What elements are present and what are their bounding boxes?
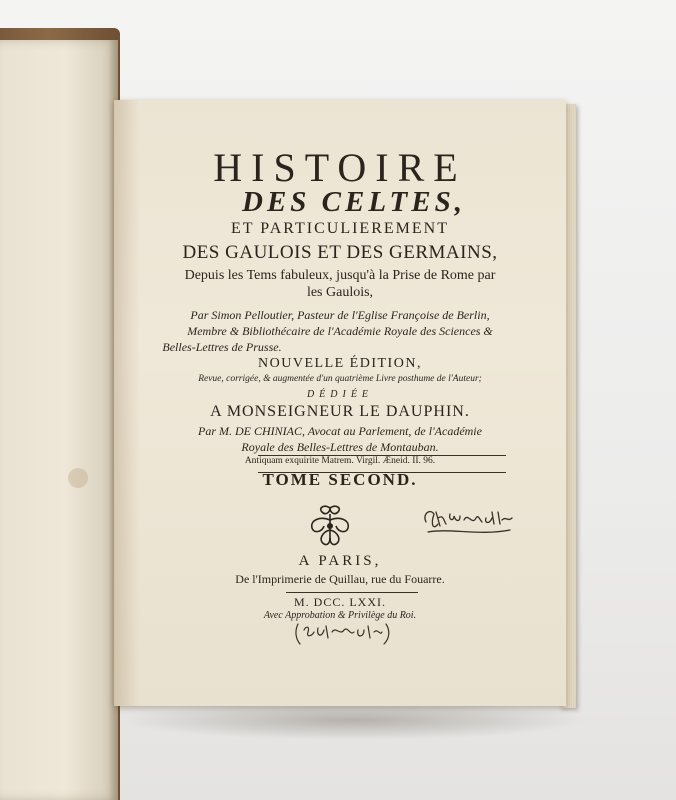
edition-note: Revue, corrigée, & augmentée d'un quatrième Livre posthume de l'Auteur;: [198, 374, 482, 384]
subtitle-gaulois-germains: DES GAULOIS ET DES GERMAINS,: [182, 242, 498, 263]
dedicatee: A MONSEIGNEUR LE DAUPHIN.: [210, 403, 470, 420]
author-line-3: Belles-Lettres de Prusse.: [162, 340, 282, 354]
fleuron-ornament-icon: [304, 502, 356, 550]
dedication-word: DÉDIÉE: [306, 389, 374, 400]
ownership-signature: [420, 504, 516, 538]
title-des-celtes: DES CELTES,: [242, 186, 466, 218]
editor-line-1: Par M. DE CHINIAC, Avocat au Parlement, de l'Académie: [198, 424, 482, 438]
left-flyleaf: [0, 40, 118, 800]
title-histoire: HISTOIRE: [213, 145, 467, 190]
subtitle-les-gaulois: les Gaulois,: [306, 285, 374, 300]
subtitle-depuis: Depuis les Tems fabuleux, jusqu'à la Prise de Rome par: [184, 268, 496, 283]
author-line-1: Par Simon Pelloutier, Pasteur de l'Eglise Françoise de Berlin,: [190, 308, 490, 322]
subtitle-particulierement: ET PARTICULIEREMENT: [231, 220, 449, 237]
volume-label: TOME SECOND.: [262, 470, 418, 489]
author-line-2: Membre & Bibliothécaire de l'Académie Royale des Sciences &: [187, 324, 493, 338]
edition-heading: NOUVELLE ÉDITION,: [258, 356, 422, 371]
imprint-rule: [286, 592, 418, 593]
foxing-stain: [68, 468, 88, 488]
imprint-privilege: Avec Approbation & Privilège du Roi.: [263, 610, 417, 621]
book-shadow: [118, 700, 588, 740]
imprint-place: A PARIS,: [298, 553, 382, 569]
handwritten-signature: [292, 620, 392, 646]
imprint-printer: De l'Imprimerie de Quillau, rue du Fouarre.: [235, 572, 445, 586]
epigraph: Antiquam exquirite Matrem. Virgil. Æneid. II. 96.: [244, 456, 436, 466]
editor-line-2: Royale des Belles-Lettres de Montauban.: [241, 440, 439, 454]
title-page: [114, 100, 566, 706]
imprint-date: M. DCC. LXXI.: [293, 595, 386, 609]
